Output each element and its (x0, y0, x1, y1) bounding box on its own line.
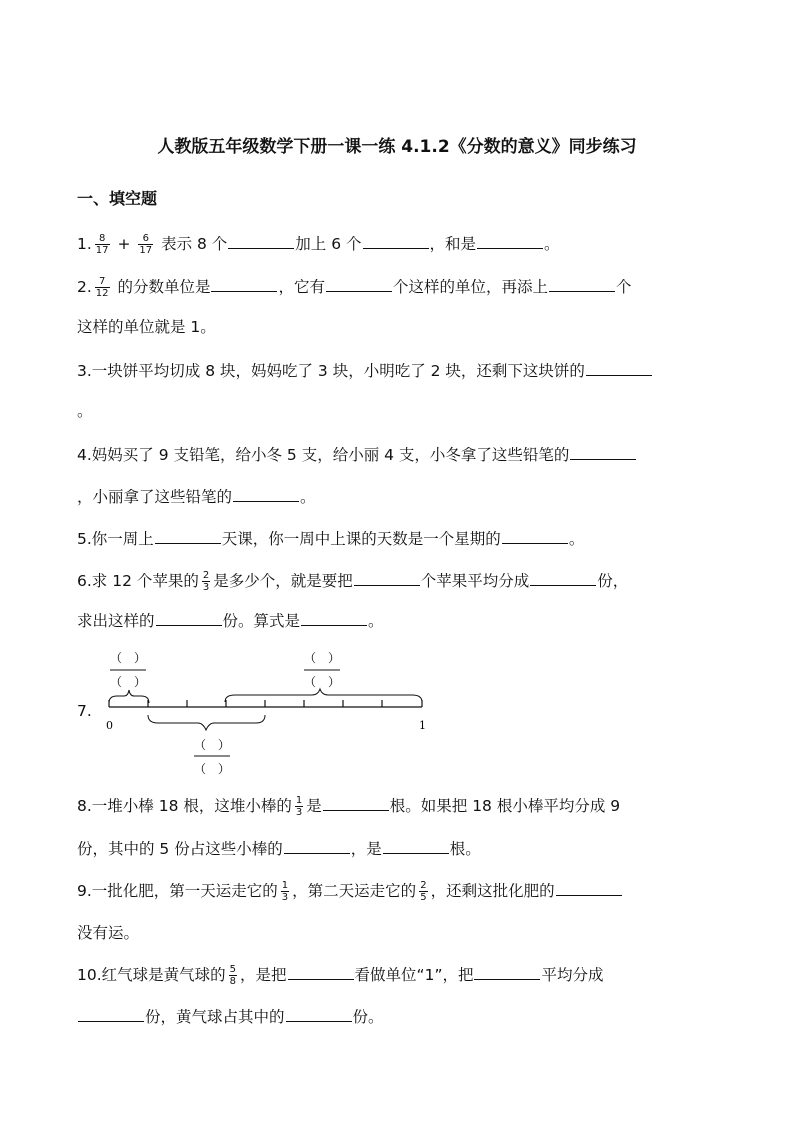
fraction: $\frac{1}{3}$ (295, 795, 303, 818)
question-3-cont: 。 (77, 402, 93, 420)
number-line-diagram (100, 645, 440, 780)
answer-blank[interactable] (233, 487, 299, 502)
answer-blank[interactable] (211, 277, 277, 292)
start-label: 0 (106, 719, 113, 732)
answer-blank[interactable] (556, 881, 622, 896)
answer-blank[interactable] (323, 796, 389, 811)
blank-denominator: （ ） (110, 675, 147, 689)
question-2-cont: 这样的单位就是 1。 (77, 318, 216, 336)
blank-denominator: （ ） (194, 762, 231, 776)
tick-marks (109, 700, 422, 707)
question-4: 4.妈妈买了 9 支铅笔，给小冬 5 支，给小丽 4 支，小冬拿了这些铅笔的 (77, 444, 722, 466)
fraction: $\frac{7}{12}$ (95, 276, 109, 299)
answer-blank[interactable] (477, 234, 543, 249)
answer-blank[interactable] (228, 234, 294, 249)
end-label: 1 (419, 719, 426, 732)
page-title: 人教版五年级数学下册一课一练 4.1.2《分数的意义》同步练习 (157, 137, 637, 157)
question-4-cont: ，小丽拿了这些铅笔的 。 (77, 488, 316, 506)
blank-numerator: （ ） (110, 651, 147, 665)
answer-blank[interactable] (286, 1007, 352, 1022)
answer-blank[interactable] (530, 571, 596, 586)
blank-numerator: （ ） (194, 738, 231, 752)
answer-blank[interactable] (549, 277, 615, 292)
question-9: 9.一批化肥，第一天运走它的 $\frac{1}{3}$ ，第二天运走它的 $\frac{2}{5}$ ，还剩这批化肥的 (77, 880, 722, 903)
answer-blank[interactable] (383, 839, 449, 854)
answer-blank[interactable] (326, 277, 392, 292)
answer-blank[interactable] (586, 361, 652, 376)
question-1: 1. $\frac{8}{17}$ + $\frac{6}{17}$ 表示 8 个 加上 6 个 ，和是 。 (77, 233, 560, 256)
question-6-cont: 求出这样的 份。算式是 。 (77, 612, 384, 630)
question-8: 8.一堆小棒 18 根，这堆小棒的 $\frac{1}{3}$ 是 根。如果把 18 根小棒平均分成 9 (77, 795, 621, 818)
fraction: $\frac{2}{5}$ (420, 880, 427, 903)
answer-blank[interactable] (363, 234, 429, 249)
fraction: $\frac{2}{3}$ (202, 570, 210, 593)
blank-denominator: （ ） (304, 675, 341, 689)
answer-blank[interactable] (156, 611, 222, 626)
section-heading: 一、填空题 (77, 189, 158, 208)
question-3: 3.一块饼平均切成 8 块，妈妈吃了 3 块，小明吃了 2 块，还剩下这块饼的 (77, 360, 722, 382)
question-7-number: 7. (77, 702, 92, 720)
fraction: $\frac{1}{3}$ (281, 880, 289, 903)
answer-blank[interactable] (502, 529, 568, 544)
answer-blank[interactable] (354, 571, 420, 586)
answer-blank[interactable] (284, 839, 350, 854)
question-8-cont: 份，其中的 5 份占这些小棒的 ，是 根。 (77, 840, 481, 858)
answer-blank[interactable] (301, 611, 367, 626)
question-2: 2. $\frac{7}{12}$ 的分数单位是 ，它有 个这样的单位，再添上 个 (77, 276, 632, 299)
question-5: 5.你一周上 天课，你一周中上课的天数是一个星期的 。 (77, 530, 585, 548)
answer-blank[interactable] (155, 529, 221, 544)
question-6: 6.求 12 个苹果的 $\frac{2}{3}$ 是多少个，就是要把 个苹果平均分成 份， (77, 570, 629, 593)
answer-blank[interactable] (78, 1007, 144, 1022)
answer-blank[interactable] (474, 965, 540, 980)
question-10-cont: 份，黄气球占其中的 份。 (77, 1006, 722, 1028)
blank-numerator: （ ） (304, 651, 341, 665)
fraction: $\frac{6}{17}$ (139, 233, 153, 256)
question-9-cont: 没有运。 (77, 924, 140, 942)
question-10: 10.红气球是黄气球的 $\frac{5}{8}$ ，是把 看做单位“1”，把 平均分成 (77, 964, 604, 987)
answer-blank[interactable] (570, 445, 636, 460)
fraction: $\frac{5}{8}$ (229, 964, 237, 987)
answer-blank[interactable] (288, 965, 354, 980)
fraction: $\frac{8}{17}$ (95, 233, 109, 256)
